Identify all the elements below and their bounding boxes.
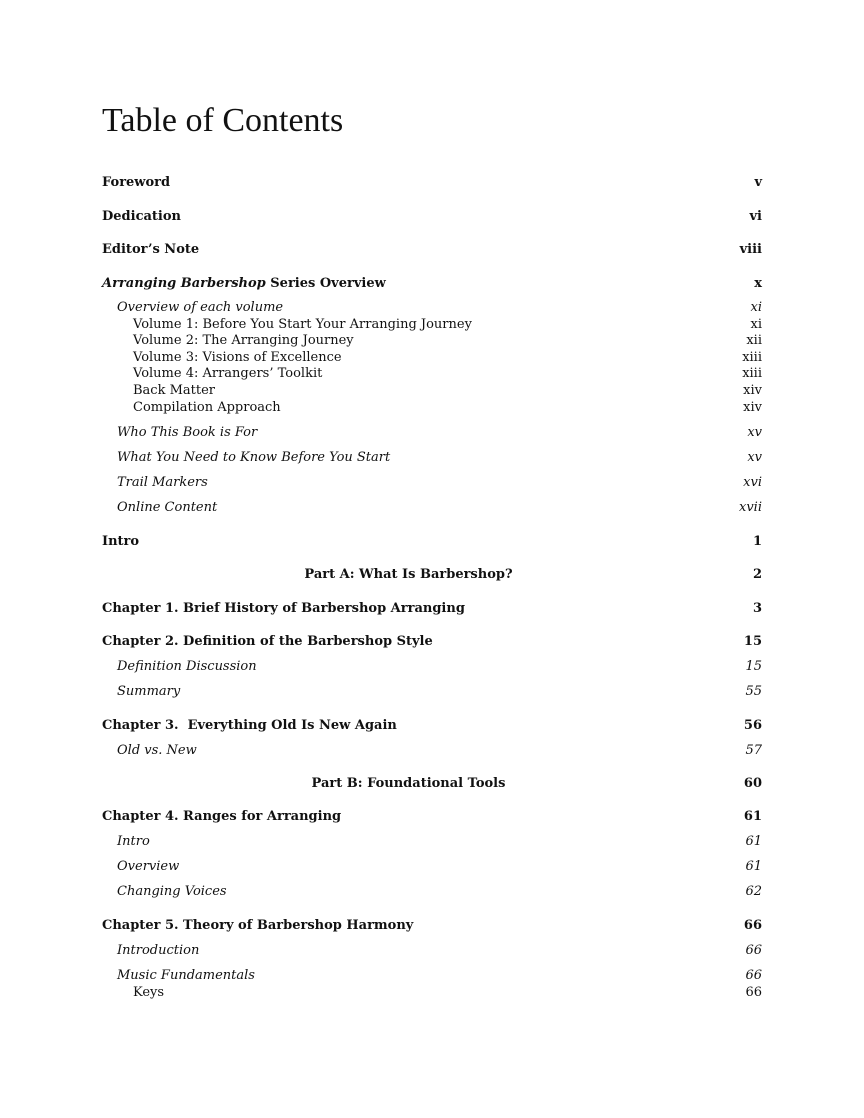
toc-entry-title: Chapter 2. Definition of the Barbershop Style [102, 634, 433, 649]
toc-entry-page: xv [747, 450, 762, 465]
toc-entry-page: xvii [739, 500, 762, 515]
toc-entry-page: xv [747, 425, 762, 440]
toc-entry-page: 66 [745, 985, 762, 1000]
toc-entry-title: Overview of each volume [117, 300, 284, 315]
toc-entry-page: 66 [745, 943, 762, 958]
toc-entry[interactable] [102, 208, 762, 226]
toc-subentry[interactable] [102, 858, 762, 876]
toc-entry-page: 62 [745, 884, 762, 899]
toc-subentry[interactable] [102, 942, 762, 960]
toc-entry-series-overview[interactable] [102, 275, 762, 293]
toc-entry-title: Old vs. New [117, 743, 197, 758]
toc-entry-page: vi [749, 209, 762, 224]
toc-subentry[interactable] [102, 683, 762, 701]
toc-entry-title: Who This Book is For [117, 425, 258, 440]
toc-entry-title: Volume 2: The Arranging Journey [133, 333, 354, 348]
toc-entry-title: Editor’s Note [102, 242, 200, 257]
toc-entry-page: x [754, 276, 762, 291]
toc-entry-title: Volume 4: Arrangers’ Toolkit [133, 366, 323, 381]
toc-entry-page: v [754, 175, 762, 190]
toc-subentry[interactable] [102, 299, 762, 317]
toc-entry-title: Part B: Foundational Tools [311, 776, 506, 791]
toc-entry-page: 66 [743, 918, 762, 933]
toc-entry-title: Trail Markers [117, 475, 208, 490]
toc-subsubentry[interactable] [102, 365, 762, 383]
toc-entry[interactable] [102, 717, 762, 735]
series-overview-label: Series Overview [265, 276, 386, 291]
toc-entry-title: Volume 1: Before You Start Your Arranging Journey [133, 317, 472, 332]
toc-entry-page: 61 [743, 809, 762, 824]
toc-entry-title: Definition Discussion [117, 659, 257, 674]
toc-entry[interactable] [102, 633, 762, 651]
toc-entry-title: Keys [133, 985, 165, 1000]
toc-entry-title: Intro [117, 834, 150, 849]
toc-entry-page: xvi [743, 475, 762, 490]
toc-entry-page: 56 [743, 718, 762, 733]
toc-subentry[interactable] [102, 658, 762, 676]
toc-entry-title: Overview [117, 859, 180, 874]
page-title: Table of Contents [102, 102, 344, 139]
toc-subsubentry[interactable] [102, 984, 762, 1002]
toc-entry-page: xiii [742, 350, 762, 365]
toc-part-heading[interactable] [102, 775, 762, 793]
toc-list [102, 0, 762, 1118]
toc-entry-title: Part A: What Is Barbershop? [304, 567, 513, 582]
toc-entry-page: 2 [752, 567, 762, 582]
toc-part-heading[interactable] [102, 566, 762, 584]
toc-entry-title: What You Need to Know Before You Start [117, 450, 391, 465]
toc-entry-title: Chapter 3. Everything Old Is New Again [102, 718, 397, 733]
toc-entry-title: Chapter 1. Brief History of Barbershop Arranging [102, 601, 465, 616]
toc-entry-page: 15 [743, 634, 762, 649]
toc-entry-page: 55 [745, 684, 762, 699]
toc-entry-page: 61 [745, 834, 762, 849]
toc-entry-title [102, 275, 386, 293]
toc-entry-page: xiv [743, 383, 762, 398]
toc-entry-title: Online Content [117, 500, 218, 515]
toc-entry-title: Music Fundamentals [117, 968, 255, 983]
toc-subentry[interactable] [102, 499, 762, 517]
series-name: Arranging Barbershop [102, 276, 266, 291]
toc-entry-title: Intro [102, 534, 140, 549]
toc-entry[interactable] [102, 174, 762, 192]
toc-entry[interactable] [102, 533, 762, 551]
toc-subentry[interactable] [102, 424, 762, 442]
toc-subentry[interactable] [102, 742, 762, 760]
toc-subsubentry[interactable] [102, 382, 762, 400]
toc-entry-page: 15 [745, 659, 762, 674]
toc-entry[interactable] [102, 808, 762, 826]
toc-subentry[interactable] [102, 474, 762, 492]
toc-entry-page: 57 [745, 743, 762, 758]
toc-entry[interactable] [102, 241, 762, 259]
toc-entry-page: xi [750, 300, 762, 315]
toc-entry-title: Changing Voices [117, 884, 227, 899]
toc-entry-page: viii [739, 242, 762, 257]
toc-entry-page: xiii [742, 366, 762, 381]
toc-entry-page: xi [750, 317, 762, 332]
toc-entry-title: Chapter 5. Theory of Barbershop Harmony [102, 918, 414, 933]
toc-subentry[interactable] [102, 967, 762, 985]
toc-entry-page: 61 [745, 859, 762, 874]
toc-entry-page: 1 [752, 534, 762, 549]
toc-entry-title: Chapter 4. Ranges for Arranging [102, 809, 342, 824]
toc-entry[interactable] [102, 600, 762, 618]
toc-entry-title: Summary [117, 684, 181, 699]
toc-entry-page: 66 [745, 968, 762, 983]
toc-entry-page: 3 [752, 601, 762, 616]
toc-entry-page: 60 [743, 776, 762, 791]
toc-entry-title: Compilation Approach [133, 400, 281, 415]
toc-entry-title: Dedication [102, 209, 181, 224]
toc-entry-title: Introduction [117, 943, 200, 958]
toc-subentry[interactable] [102, 883, 762, 901]
toc-subsubentry[interactable] [102, 332, 762, 350]
toc-subentry[interactable] [102, 449, 762, 467]
toc-entry[interactable] [102, 917, 762, 935]
toc-entry-title: Back Matter [133, 383, 216, 398]
toc-entry-title: Foreword [102, 175, 171, 190]
toc-entry-page: xii [746, 333, 762, 348]
toc-subentry[interactable] [102, 833, 762, 851]
toc-subsubentry[interactable] [102, 399, 762, 417]
toc-entry-title: Volume 3: Visions of Excellence [133, 350, 342, 365]
toc-entry-page: xiv [743, 400, 762, 415]
